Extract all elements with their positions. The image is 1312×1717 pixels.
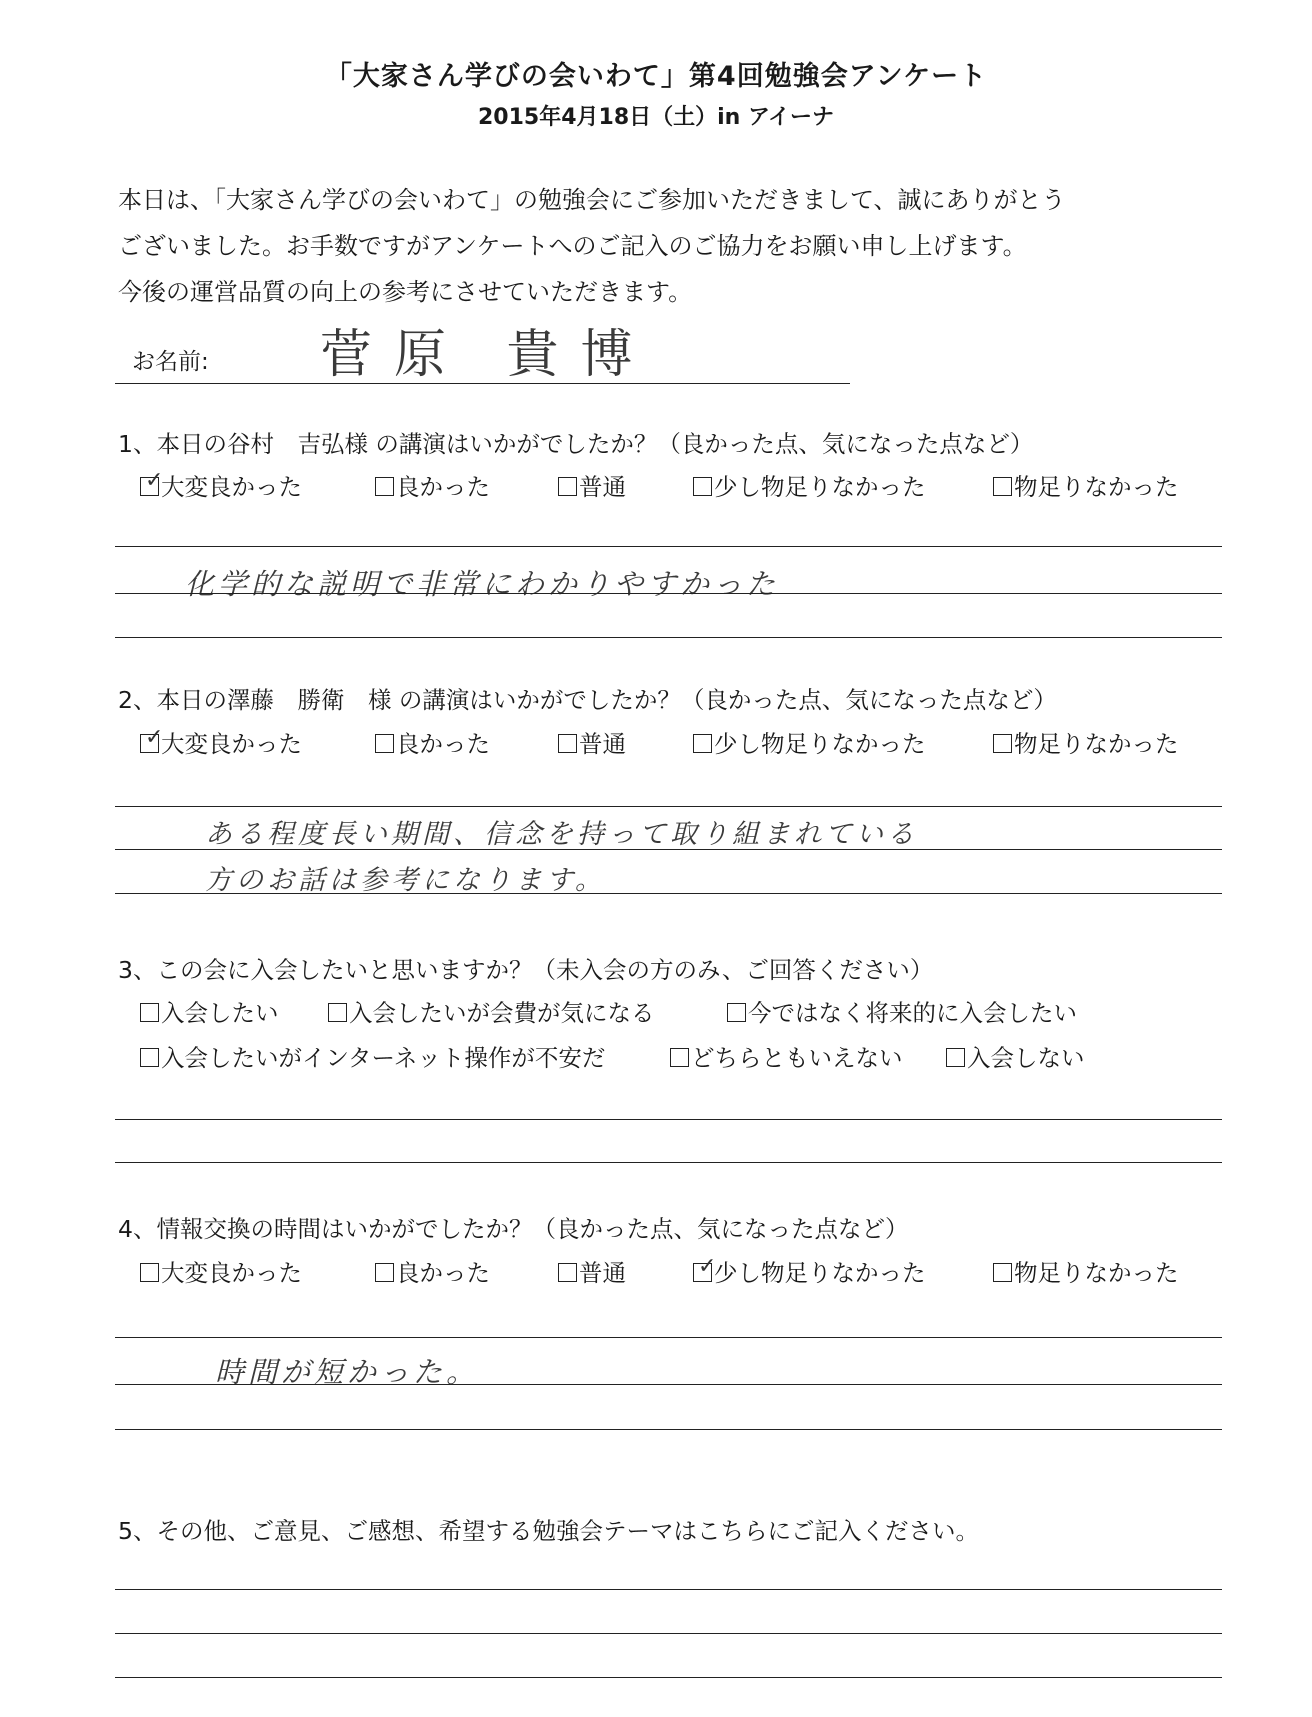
answer-line <box>115 546 1222 547</box>
answer-line <box>115 1677 1222 1678</box>
q4-option-slightly-lacking[interactable]: ✓ 少し物足りなかった <box>693 1254 926 1288</box>
q2-option-lacking[interactable]: 物足りなかった <box>993 725 1179 759</box>
q1-option-lacking[interactable]: 物足りなかった <box>993 468 1179 502</box>
q1-option-normal[interactable]: 普通 <box>558 468 626 502</box>
event-date-venue: 2015年4月18日（土）in アイーナ <box>477 105 835 130</box>
checkbox-icon[interactable] <box>693 477 712 496</box>
checkbox-icon[interactable] <box>375 1263 394 1282</box>
q1-option-very-good[interactable]: ✓ 大変良かった <box>140 468 302 502</box>
answer-line <box>115 1384 1222 1385</box>
q4-option-very-good[interactable]: 大変良かった <box>140 1254 302 1288</box>
answer-line <box>115 637 1222 638</box>
answer-line <box>115 893 1222 894</box>
q3-question: 3、この会に入会したいと思いますか？（未入会の方のみ、ご回答ください） <box>118 956 934 984</box>
q1-answer-handwritten[interactable]: 化学的な説明で非常にわかりやすかった <box>185 567 780 601</box>
answer-line <box>115 1589 1222 1590</box>
answer-line <box>115 806 1222 807</box>
q3-option-join-future[interactable]: 今ではなく将来的に入会したい <box>727 994 1077 1028</box>
q3-option-join-internet-concern[interactable]: 入会したいがインターネット操作が不安だ <box>140 1039 605 1073</box>
checkbox-icon[interactable] <box>558 477 577 496</box>
q2-question: 2、本日の澤藤 勝衛 様 の講演はいかがでしたか？（良かった点、気になった点など） <box>118 686 1057 714</box>
q2-answer-line-2[interactable]: 方のお話は参考になります。 <box>205 865 606 896</box>
checkbox-icon[interactable] <box>727 1003 746 1022</box>
name-label: お名前: <box>132 349 209 375</box>
checkbox-icon[interactable] <box>328 1003 347 1022</box>
checkbox-checked-icon[interactable]: ✓ <box>140 477 159 496</box>
answer-line <box>115 593 1222 594</box>
checkbox-icon[interactable] <box>375 477 394 496</box>
q5-question: 5、その他、ご意見、ご感想、希望する勉強会テーマはこちらにご記入ください。 <box>118 1517 979 1545</box>
q1-option-slightly-lacking[interactable]: 少し物足りなかった <box>693 468 926 502</box>
q1-option-good[interactable]: 良かった <box>375 468 490 502</box>
intro-line-3: 今後の運営品質の向上の参考にさせていただきます。 <box>118 278 693 306</box>
checkbox-icon[interactable] <box>558 1263 577 1282</box>
q3-option-join[interactable]: 入会したい <box>140 994 279 1028</box>
checkbox-icon[interactable] <box>993 477 1012 496</box>
q2-option-good[interactable]: 良かった <box>375 725 490 759</box>
q4-option-normal[interactable]: 普通 <box>558 1254 626 1288</box>
answer-line <box>115 849 1222 850</box>
checkbox-icon[interactable] <box>993 734 1012 753</box>
checkbox-icon[interactable] <box>946 1048 965 1067</box>
checkbox-icon[interactable] <box>558 734 577 753</box>
name-handwritten[interactable]: 菅原 貴博 <box>320 325 655 385</box>
q2-option-normal[interactable]: 普通 <box>558 725 626 759</box>
name-underline <box>115 383 850 384</box>
q3-option-not-join[interactable]: 入会しない <box>946 1039 1085 1073</box>
answer-line <box>115 1162 1222 1163</box>
q2-answer-line-1[interactable]: ある程度長い期間、信念を持って取り組まれている <box>205 819 918 850</box>
answer-line <box>115 1429 1222 1430</box>
q4-answer-handwritten[interactable]: 時間が短かった。 <box>215 1355 480 1389</box>
intro-line-2: ございました。お手数ですがアンケートへのご記入のご協力をお願い申し上げます。 <box>118 232 1027 260</box>
q3-option-undecided[interactable]: どちらともいえない <box>670 1039 903 1073</box>
q2-option-slightly-lacking[interactable]: 少し物足りなかった <box>693 725 926 759</box>
q1-question: 1、本日の谷村 吉弘様 の講演はいかがでしたか？（良かった点、気になった点など） <box>118 430 1034 458</box>
q4-option-lacking[interactable]: 物足りなかった <box>993 1254 1179 1288</box>
checkbox-checked-icon[interactable]: ✓ <box>693 1263 712 1282</box>
checkbox-icon[interactable] <box>670 1048 689 1067</box>
checkbox-icon[interactable] <box>993 1263 1012 1282</box>
q4-option-good[interactable]: 良かった <box>375 1254 490 1288</box>
intro-line-1: 本日は、「大家さん学びの会いわて」の勉強会にご参加いただきまして、誠にありがとう <box>118 186 1066 214</box>
checkbox-icon[interactable] <box>375 734 394 753</box>
checkbox-icon[interactable] <box>140 1003 159 1022</box>
checkbox-icon[interactable] <box>693 734 712 753</box>
checkbox-icon[interactable] <box>140 1263 159 1282</box>
q2-option-very-good[interactable]: ✓ 大変良かった <box>140 725 302 759</box>
q4-question: 4、情報交換の時間はいかがでしたか？（良かった点、気になった点など） <box>118 1215 909 1243</box>
answer-line <box>115 1337 1222 1338</box>
answer-line <box>115 1633 1222 1634</box>
answer-line <box>115 1119 1222 1120</box>
checkbox-icon[interactable] <box>140 1048 159 1067</box>
checkbox-checked-icon[interactable]: ✓ <box>140 734 159 753</box>
page-title: 「大家さん学びの会いわて」第4回勉強会アンケート <box>324 61 988 92</box>
q3-option-join-fee-concern[interactable]: 入会したいが会費が気になる <box>328 994 655 1028</box>
